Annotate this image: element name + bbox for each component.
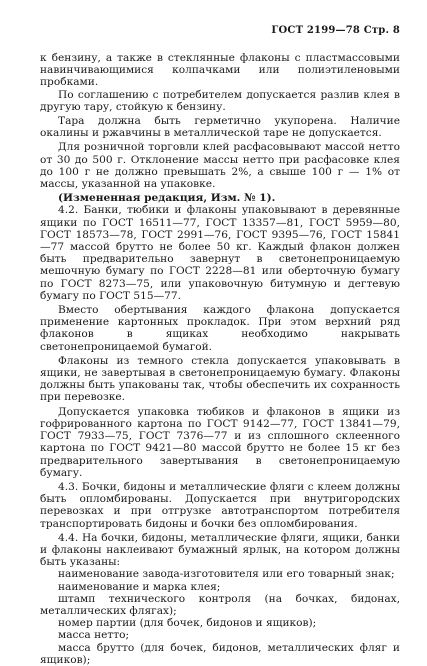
list-item-stamp: штамп технического контроля (на бочках, бидонах, металлических флягах); xyxy=(40,592,400,617)
paragraph-8: Допускается упаковка тюбиков и флаконов в ящики из гофрированного картона по ГОСТ 9142—77, ГОСТ 13841—79, ГОСТ 7933—75, ГОСТ 7376—77 и из сплошного склеенного картона по ГОСТ 9421—80 массой брутто не более 15 кг без предварительного завертывания в светонепроницаемую бумагу. xyxy=(40,405,400,479)
list-item-batch: номер партии (для бочек, бидонов и ящиков); xyxy=(58,617,317,630)
paragraph-4: Для розничной торговли клей расфасовывают массой нетто от 30 до 500 г. Отклонение массы нетто при расфасовке клея до 100 г не должно превышать 2%, а свыше 100 г — 1% от массы, указанной на упаковке. xyxy=(40,141,400,191)
paragraph-4-2: 4.2. Банки, тюбики и флаконы упаковывают в деревянные ящики по ГОСТ 16511—77, ГОСТ 13357—81, ГОСТ 5959—80, ГОСТ 18573—78, ГОСТ 2991—76, ГОСТ 9395—76, ГОСТ 15841—77 массой брутто не более 50 кг. Каждый флакон должен быть предварительно завернут в светонепроницаемую мешочную бумагу по ГОСТ 2228—81 или оберточную бумагу по ГОСТ 8273—75, или упаковочную битумную и дегтевую бумагу по ГОСТ 515—77. xyxy=(40,204,400,302)
page-header: ГОСТ 2199—78 Стр. 8 xyxy=(271,25,400,36)
list-item-brand: наименование и марка клея; xyxy=(58,580,221,593)
list-item-net-mass: масса нетто; xyxy=(58,629,130,642)
paragraph-7: Флаконы из темного стекла допускается упаковывать в ящики, не завертывая в светонепроницаемую бумагу. Флаконы должны быть упакованы так, чтобы обеспечить их сохранность при перевозке. xyxy=(40,354,400,404)
list-item-manufacturer: наименование завода-изготовителя или его товарный знак; xyxy=(58,568,395,581)
paragraph-6: Вместо обертывания каждого флакона допускается применение картонных прокладок. При этом верхний ряд флаконов в ящиках необходимо накрывать светонепроницаемой бумагой. xyxy=(40,304,400,353)
document-body xyxy=(40,52,400,666)
paragraph-4-3: 4.3. Бочки, бидоны и металлические фляги с клеем должны быть опломбированы. Допускается при внутригородских перевозках и при отгрузке автотранспортом потребителя транспортировать бидоны и бочки без опломбирования. xyxy=(40,480,400,530)
paragraph-1: к бензину, а также в стеклянные флаконы с пластмассовыми навинчивающимися колпачками или полиэтиленовыми пробками. xyxy=(40,52,400,89)
list-item-gross-mass: масса брутто (для бочек, бидонов, металлических фляг и ящиков); xyxy=(40,641,400,666)
amendment-note: (Измененная редакция, Изм. № 1). xyxy=(58,192,276,205)
paragraph-4-4: 4.4. На бочки, бидоны, металлические фляги, ящики, банки и флаконы наклеивают бумажный ярлык, на котором должны быть указаны: xyxy=(40,531,400,569)
paragraph-2: По соглашению с потребителем допускается разлив клея в другую тару, стойкую к бензину. xyxy=(40,88,400,113)
paragraph-3: Тара должна быть герметично укупорена. Наличие окалины и ржавчины в металлической таре не допускается. xyxy=(40,115,400,140)
